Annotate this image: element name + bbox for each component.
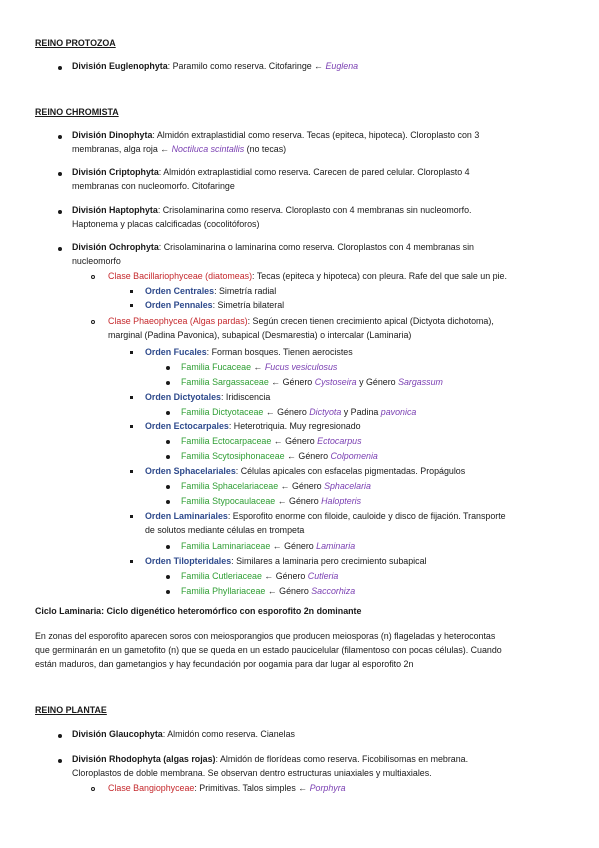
list-item-sphacelariales: Orden Sphacelariales: Células apicales con esfacelas pigmentadas. Propágulos [145,466,466,476]
bullet-icon [166,545,170,549]
list-item-cutleriaceae: Familia Cutleriaceae ← Género Cutleria [181,571,339,581]
square-bullet-icon [130,425,133,428]
bullet-icon [58,734,62,738]
bullet-icon [58,66,62,70]
bullet-icon [58,247,62,251]
bullet-icon [166,590,170,594]
list-item-centrales: Orden Centrales: Simetría radial [145,286,277,296]
bullet-icon [166,455,170,459]
bullet-icon [166,575,170,579]
bullet-icon [58,759,62,763]
list-item-sphacelariaceae: Familia Sphacelariaceae ← Género Sphacelaria [181,481,371,491]
square-bullet-icon [130,470,133,473]
list-item-dictyotaceae: Familia Dictyotaceae ← Género Dictyota y Padina pavonica [181,407,417,417]
square-bullet-icon [130,396,133,399]
list-item-laminariales-cont: de solutos mediante células en trompeta [145,525,305,535]
list-item-glaucophyta: División Glaucophyta: Almidón como reserva. Cianelas [72,729,295,739]
list-item-haptophyta-cont: Haptonema y placas calcificadas (cocolitóforos) [72,219,260,229]
ciclo-laminaria-heading: Ciclo Laminaria: Ciclo digenético heteromórfico con esporofito 2n dominante [35,606,362,616]
bullet-icon [166,366,170,370]
list-item-fucales: Orden Fucales: Forman bosques. Tienen aerocistes [145,347,353,357]
list-item-dictyotales: Orden Dictyotales: Iridiscencia [145,392,271,402]
bullet-icon [58,135,62,139]
square-bullet-icon [130,515,133,518]
bullet-icon [58,172,62,176]
list-item-euglenophyta: División Euglenophyta: Paramilo como reserva. Citofaringe ← Euglena [72,61,359,71]
list-item-dinophyta: División Dinophyta: Almidón extraplastidial como reserva. Tecas (epiteca, hipoteca). Cloroplasto con 3 [72,130,480,140]
list-item-sargassaceae: Familia Sargassaceae ← Género Cystoseira y Género Sargassum [181,377,443,387]
list-item-phaeophycea: Clase Phaeophycea (Algas pardas): Según crecen tienen crecimiento apical (Dictyota dichotoma), [108,316,494,326]
bullet-icon [166,381,170,385]
paragraph-line-2: que germinarán en un gametofito (n) que se queda en un estado paucicelular (filamentoso con pocas células). Cuando [35,645,502,655]
square-bullet-icon [130,290,133,293]
list-item-dinophyta-cont: membranas, alga roja ← Noctiluca scintallis (no tecas) [72,144,287,154]
circle-bullet-icon [91,320,95,324]
bullet-icon [58,210,62,214]
section-heading-plantae: REINO PLANTAE [35,705,107,715]
list-item-bacillariophyceae: Clase Bacillariophyceae (diatomeas): Tecas (epiteca y hipoteca) con pleura. Rafe del que sale un pie. [108,271,507,281]
list-item-rhodophyta-cont: Cloroplastos de doble membrana. Se observan dentro estructuras uniaxiales y multiaxiales. [72,768,432,778]
list-item-criptophyta: División Criptophyta: Almidón extraplastidial como reserva. Carecen de pared celular. Cloroplasto 4 [72,167,470,177]
list-item-haptophyta: División Haptophyta: Crisolaminarina como reserva. Cloroplasto con 4 membranas sin nucleomorfo. [72,205,472,215]
list-item-rhodophyta: División Rhodophyta (algas rojas): Almidón de florídeas como reserva. Ficobilisomas en mebrana. [72,754,469,764]
circle-bullet-icon [91,787,95,791]
square-bullet-icon [130,351,133,354]
list-item-criptophyta-cont: membranas con nucleomorfo. Citofaringe [72,181,235,191]
bullet-icon [166,485,170,489]
list-item-ochrophyta-cont: nucleomorfo [72,256,121,266]
list-item-ochrophyta: División Ochrophyta: Crisolaminarina o laminarina como reserva. Cloroplastos con 4 membranas sin [72,242,474,252]
bullet-icon [166,500,170,504]
bullet-icon [166,440,170,444]
paragraph-line-3: están maduros, dan gametangios y hay fecundación por oogamia para dar lugar al esporofito 2n [35,659,414,669]
list-item-fucaceae: Familia Fucaceae ← Fucus vesiculosus [181,362,338,372]
list-item-laminariaceae: Familia Laminariaceae ← Género Laminaria [181,541,356,551]
list-item-ectocarpales: Orden Ectocarpales: Heterotriquia. Muy regresionado [145,421,361,431]
list-item-scytosiphonaceae: Familia Scytosiphonaceae ← Género Colpomenia [181,451,378,461]
list-item-tilopteridales: Orden Tilopteridales: Similares a laminaria pero crecimiento subapical [145,556,427,566]
square-bullet-icon [130,560,133,563]
list-item-laminariales: Orden Laminariales: Esporofito enorme con filoide, cauloide y disco de fijación. Transporte [145,511,506,521]
list-item-phyllariaceae: Familia Phyllariaceae ← Género Saccorhiza [181,586,356,596]
section-heading-chromista: REINO CHROMISTA [35,107,119,117]
square-bullet-icon [130,304,133,307]
paragraph-line-1: En zonas del esporofito aparecen soros con meiosporangios que producen meiosporas (n) flageladas y heterocontas [35,631,496,641]
list-item-ectocarpaceae: Familia Ectocarpaceae ← Género Ectocarpus [181,436,362,446]
circle-bullet-icon [91,275,95,279]
section-heading-protozoa: REINO PROTOZOA [35,38,116,48]
list-item-stypocaulaceae: Familia Stypocaulaceae ← Género Halopteris [181,496,362,506]
list-item-phaeophycea-cont: marginal (Padina Pavonica), subapical (Desmarestia) o intercalar (Laminaria) [108,330,412,340]
list-item-pennales: Orden Pennales: Simetría bilateral [145,300,285,310]
bullet-icon [166,411,170,415]
list-item-bangiophyceae: Clase Bangiophyceae: Primitivas. Talos simples ← Porphyra [108,783,346,793]
